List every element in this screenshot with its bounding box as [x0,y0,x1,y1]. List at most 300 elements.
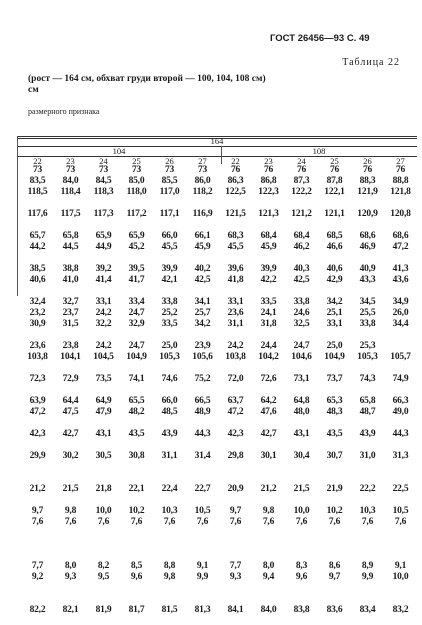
table-cell: 42,5 [194,275,211,285]
table-cell [219,418,252,429]
table-cell: 44,9 [95,242,112,252]
table-cell [153,198,186,209]
table-cell: 75,2 [194,374,211,384]
table-cell [219,473,252,484]
table-cell: 46,2 [293,242,310,252]
table-cell: 48,7 [359,407,376,417]
table-cell: 30,2 [62,451,79,461]
table-cell: 23,7 [62,308,79,318]
table-cell: 73 [164,165,175,175]
table-cell: 49,0 [392,407,409,417]
table-cell: 42,3 [29,429,46,439]
table-cell: 43,9 [359,429,376,439]
table-cell [186,473,219,484]
table-cell: 48,3 [326,407,343,417]
table-cell [219,253,252,264]
table-body [21,165,417,620]
table-cell [87,473,120,484]
table-cell: 48,2 [128,407,145,417]
table-cell: 117,3 [93,209,114,219]
table-cell [120,550,153,561]
table-cell: 73 [65,165,76,175]
table-cell: 76 [296,165,307,175]
table-cell [21,440,54,451]
table-cell [186,539,219,550]
table-cell [318,363,351,374]
table-cell [285,418,318,429]
table-cell [384,462,417,473]
table-cell: 43,1 [293,429,310,439]
table-cell: 42,1 [161,275,178,285]
table-cell: 47,5 [62,407,79,417]
table-cell [318,528,351,539]
table-cell [219,198,252,209]
table-cell: 64,8 [293,396,310,406]
table-cell [318,418,351,429]
table-cell [318,253,351,264]
table-cell: 9,2 [31,572,44,582]
table-cell [54,418,87,429]
table-cell [219,440,252,451]
table-cell: 118,5 [27,187,48,197]
table-cell [186,594,219,605]
table-cell [285,220,318,231]
table-cell: 65,3 [326,396,343,406]
table-cell: 39,6 [227,264,244,274]
table-cell: 116,9 [192,209,213,219]
table-cell [54,440,87,451]
group-label-104: 104 [112,146,126,156]
table-cell: 9,8 [262,506,275,516]
table-cell: 22,5 [392,484,409,494]
table-cell: 74,6 [161,374,178,384]
table-cell [351,363,384,374]
table-cell: 10,3 [359,506,376,516]
table-cell [252,253,285,264]
table-cell: 31,4 [194,451,211,461]
table-cell: 43,6 [392,275,409,285]
table-cell [219,583,252,594]
table-cell [87,594,120,605]
table-cell: 122,2 [291,187,312,197]
table-cell: 86,3 [227,176,244,186]
table-cell: 43,9 [161,429,178,439]
table-cell: 21,5 [62,484,79,494]
table-cell: 8,9 [361,561,374,571]
table-cell [87,418,120,429]
table-cell: 118,0 [126,187,147,197]
table-cell: 39,2 [95,264,112,274]
table-cell [252,495,285,506]
table-cell: 10,2 [128,506,145,516]
table-cell [87,286,120,297]
table-cell: 44,3 [194,429,211,439]
table-cell: 24,7 [293,341,310,351]
table-cell [351,385,384,396]
table-cell [21,385,54,396]
table-cell: 38,8 [62,264,79,274]
table-cell [384,495,417,506]
table-cell: 24,2 [227,341,244,351]
table-cell [21,363,54,374]
table-cell [153,462,186,473]
table-cell: 74,1 [128,374,145,384]
table-cell [54,594,87,605]
table-cell: 22,2 [359,484,376,494]
table-cell [384,418,417,429]
table-cell: 44,5 [62,242,79,252]
table-cell [384,363,417,374]
table-cell [87,528,120,539]
table-cell: 117,0 [159,187,180,197]
table-cell: 9,7 [229,506,242,516]
table-cell: 121,1 [324,209,345,219]
table-cell: 47,6 [260,407,277,417]
table-cell [252,220,285,231]
table-cell: 74,9 [392,374,409,384]
table-cell: 8,0 [64,561,77,571]
table-cell: 33,5 [260,297,277,307]
table-cell [285,539,318,550]
table-cell: 42,7 [62,429,79,439]
table-cell: 25,5 [359,308,376,318]
table-cell: 105,3 [159,352,180,362]
table-cell: 24,1 [260,308,277,318]
table-cell [153,539,186,550]
table-cell [153,594,186,605]
table-cell: 10,3 [161,506,178,516]
table-cell [318,198,351,209]
table-cell [21,528,54,539]
table-cell [285,550,318,561]
table-cell [252,473,285,484]
table-cell: 21,2 [29,484,46,494]
table-cell: 83,5 [29,176,46,186]
table-cell: 40,2 [194,264,211,274]
table-cell [54,462,87,473]
table-cell: 40,6 [29,275,46,285]
table-cell [384,583,417,594]
table-cell: 7,6 [229,517,242,527]
table-cell: 121,9 [357,187,378,197]
table-cell: 64,2 [260,396,277,406]
table-cell: 24,2 [95,341,112,351]
table-cell [120,220,153,231]
table-cell: 23,9 [194,341,211,351]
table-cell: 65,7 [29,231,46,241]
table-cell [384,473,417,484]
table-cell [87,198,120,209]
table-cell [285,330,318,341]
table-cell: 81,3 [194,605,211,615]
page-header: ГОСТ 26456—93 С. 49 [270,33,370,44]
table-cell: 24,6 [293,308,310,318]
table-cell [120,330,153,341]
table-cell: 64,9 [95,396,112,406]
table-cell [21,539,54,550]
table-cell: 45,5 [227,242,244,252]
table-cell: 43,3 [359,275,376,285]
table-cell: 9,3 [229,572,242,582]
table-cell [318,594,351,605]
table-cell: 41,7 [128,275,145,285]
table-cell [54,363,87,374]
table-cell: 34,1 [194,297,211,307]
table-cell [120,594,153,605]
table-cell [153,583,186,594]
table-cell [384,528,417,539]
table-cell [318,330,351,341]
table-cell: 30,8 [128,451,145,461]
table-cell: 7,6 [196,517,209,527]
table-cell: 84,5 [95,176,112,186]
table-subtitle [28,74,266,96]
table-cell: 88,8 [392,176,409,186]
table-cell [87,440,120,451]
table-cell [87,330,120,341]
table-cell: 68,6 [392,231,409,241]
table-cell [252,363,285,374]
table-cell: 7,7 [229,561,242,571]
table-cell [318,539,351,550]
table-cell: 120,8 [390,209,411,219]
table-cell: 41,3 [392,264,409,274]
table-cell [219,385,252,396]
table-cell: 117,1 [159,209,180,219]
table-cell [318,583,351,594]
table-cell [384,330,417,341]
table-cell: 122,5 [225,187,246,197]
table-cell [186,253,219,264]
table-cell: 23,6 [29,341,46,351]
table-cell [54,473,87,484]
table-cell: 83,4 [359,605,376,615]
table-cell [153,363,186,374]
table-cell [54,539,87,550]
table-cell [186,550,219,561]
table-cell [87,363,120,374]
table-cell: 45,9 [194,242,211,252]
table-cell: 7,6 [163,517,176,527]
table-cell [351,594,384,605]
table-cell: 81,9 [95,605,112,615]
table-cell [252,385,285,396]
table-cell: 68,6 [359,231,376,241]
table-cell [54,330,87,341]
table-cell [252,528,285,539]
table-cell: 20,9 [227,484,244,494]
table-cell: 66,1 [194,231,211,241]
table-cell: 83,8 [293,605,310,615]
table-cell [21,220,54,231]
table-cell: 76 [395,165,406,175]
table-cell [219,363,252,374]
table-cell: 9,4 [262,572,275,582]
column-header: 23 [66,156,75,166]
table-cell [219,550,252,561]
table-cell: 42,5 [293,275,310,285]
table-cell [384,286,417,297]
table-cell [384,440,417,451]
table-cell: 10,5 [392,506,409,516]
table-cell [87,539,120,550]
table-cell: 82,1 [62,605,79,615]
table-cell: 25,7 [194,308,211,318]
table-cell [351,220,384,231]
table-cell [54,583,87,594]
table-cell: 23,8 [62,341,79,351]
table-cell: 30,9 [29,319,46,329]
table-cell [186,385,219,396]
table-cell [54,198,87,209]
table-cell: 9,5 [97,572,110,582]
table-cell [351,286,384,297]
column-header: 26 [363,156,372,166]
table-cell [87,550,120,561]
table-cell: 41,4 [95,275,112,285]
table-cell: 104,9 [324,352,345,362]
table-cell [21,286,54,297]
column-header: 27 [198,156,207,166]
table-cell: 31,3 [392,451,409,461]
column-header: 22 [33,156,42,166]
table-cell: 9,8 [64,506,77,516]
table-cell: 65,5 [128,396,145,406]
subtitle-unit: см [28,85,39,95]
column-header: 25 [330,156,339,166]
table-cell: 103,8 [225,352,246,362]
table-cell: 33,8 [359,319,376,329]
table-cell: 81,5 [161,605,178,615]
table-cell: 31,5 [62,319,79,329]
table-cell: 9,7 [31,506,44,516]
table-cell: 104,6 [291,352,312,362]
table-cell [120,198,153,209]
table-cell [120,440,153,451]
table-cell [318,462,351,473]
table-cell: 9,6 [295,572,308,582]
table-cell: 9,6 [130,572,143,582]
table-cell [87,253,120,264]
table-cell [384,198,417,209]
table-cell: 47,2 [392,242,409,252]
table-cell: 21,8 [95,484,112,494]
table-cell: 81,7 [128,605,145,615]
table-cell: 29,9 [29,451,46,461]
table-cell: 45,2 [128,242,145,252]
table-cell: 41,8 [227,275,244,285]
table-cell: 83,2 [392,605,409,615]
table-cell: 7,6 [97,517,110,527]
table-cell [351,495,384,506]
table-cell [318,385,351,396]
table-cell: 121,8 [390,187,411,197]
table-cell [120,583,153,594]
table-cell [153,330,186,341]
table-cell [252,583,285,594]
column-header: 23 [264,156,273,166]
table-cell: 43,1 [95,429,112,439]
table-cell [252,198,285,209]
column-header: 27 [396,156,405,166]
table-cell: 24,4 [260,341,277,351]
table-cell: 65,8 [359,396,376,406]
table-cell [219,286,252,297]
table-cell: 88,3 [359,176,376,186]
table-cell [87,462,120,473]
table-cell [153,473,186,484]
table-cell: 121,2 [291,209,312,219]
table-cell: 64,4 [62,396,79,406]
table-cell: 42,2 [260,275,277,285]
table-cell: 104,2 [258,352,279,362]
table-cell [186,286,219,297]
table-cell [219,594,252,605]
table-cell: 84,0 [260,605,277,615]
table-cell [120,286,153,297]
table-cell: 44,2 [29,242,46,252]
table-cell: 31,8 [260,319,277,329]
table-cell: 46,6 [326,242,343,252]
table-cell [285,253,318,264]
table-cell: 105,6 [192,352,213,362]
table-cell: 66,3 [392,396,409,406]
table-cell [120,418,153,429]
table-cell [351,583,384,594]
table-cell [285,385,318,396]
table-cell [54,550,87,561]
table-cell [318,550,351,561]
vrule-left [17,136,18,296]
table-cell [120,539,153,550]
table-cell: 66,5 [194,396,211,406]
table-cell: 32,5 [293,319,310,329]
table-cell: 8,8 [163,561,176,571]
table-cell [351,198,384,209]
table-cell [285,363,318,374]
table-cell: 66,0 [161,231,178,241]
table-cell [186,418,219,429]
table-cell: 33,8 [161,297,178,307]
table-cell: 68,4 [293,231,310,241]
table-cell: 25,0 [326,341,343,351]
table-cell: 39,9 [260,264,277,274]
table-cell: 65,9 [128,231,145,241]
table-cell [87,220,120,231]
table-cell: 87,3 [293,176,310,186]
table-cell: 33,5 [161,319,178,329]
table-cell [120,528,153,539]
table-cell: 25,1 [326,308,343,318]
table-cell: 10,0 [392,572,409,582]
table-cell [120,462,153,473]
table-cell: 9,9 [196,572,209,582]
table-cell: 118,2 [192,187,213,197]
table-cell [285,440,318,451]
table-cell [153,550,186,561]
table-cell [186,495,219,506]
table-cell: 83,6 [326,605,343,615]
table-cell: 34,9 [392,297,409,307]
table-cell: 32,2 [95,319,112,329]
column-header: 24 [297,156,306,166]
table-cell: 33,1 [95,297,112,307]
table-cell [285,473,318,484]
table-cell: 46,9 [359,242,376,252]
table-cell: 65,8 [62,231,79,241]
table-cell: 8,0 [262,561,275,571]
table-cell: 41,0 [62,275,79,285]
